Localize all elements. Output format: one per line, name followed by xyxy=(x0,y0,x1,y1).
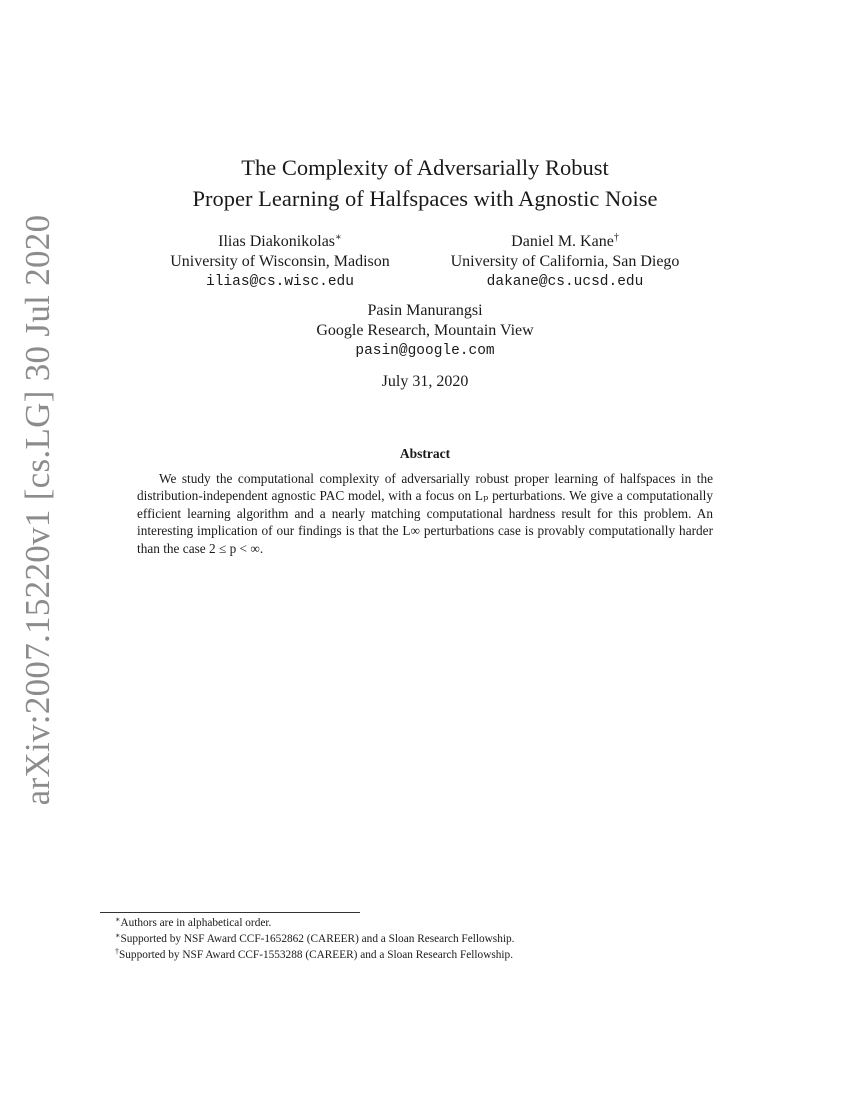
author-name: Pasin Manurangsi xyxy=(367,302,483,319)
author-email: pasin@google.com xyxy=(355,343,495,359)
author-email: dakane@cs.ucsd.edu xyxy=(486,274,644,290)
author-block-kane xyxy=(425,232,705,292)
footnote-divider xyxy=(100,912,360,913)
footnote xyxy=(115,931,514,947)
author-block-manurangsi xyxy=(275,301,575,361)
footnote-text: Supported by NSF Award CCF-1652862 (CAREER) and a Sloan Research Fellowship. xyxy=(120,933,515,945)
author-affiliation: Google Research, Mountain View xyxy=(316,322,534,339)
footnote-mark: ∗ xyxy=(115,931,121,940)
author-email: ilias@cs.wisc.edu xyxy=(206,274,354,290)
author-affiliation: University of California, San Diego xyxy=(450,253,680,270)
author-name: Daniel M. Kane† xyxy=(511,232,619,250)
paper-title xyxy=(0,152,850,214)
title-line-2: Proper Learning of Halfspaces with Agnostic Noise xyxy=(192,186,658,211)
author-block-diakonikolas xyxy=(140,232,420,292)
footnote-text: Supported by NSF Award CCF-1553288 (CAREER) and a Sloan Research Fellowship. xyxy=(119,949,514,961)
author-footnote-mark: ∗ xyxy=(335,232,342,243)
author-affiliation: University of Wisconsin, Madison xyxy=(170,253,390,270)
abstract-text: We study the computational complexity of adversarially robust proper learning of halfspaces in the distribution-independent agnostic PAC model, with a focus on Lₚ perturbations. We give a computationally efficient learning algorithm and a nearly matching computational hardness result for this problem. An interesting implication of our findings is that the L∞ perturbations case is provably computationally harder than the case 2 ≤ p < ∞. xyxy=(137,471,713,556)
footnote-mark: † xyxy=(115,947,119,956)
footnote-text: Authors are in alphabetical order. xyxy=(120,917,272,929)
footnote xyxy=(115,915,514,931)
author-name: Ilias Diakonikolas∗ xyxy=(218,232,342,250)
footnote-mark: ∗ xyxy=(115,915,121,924)
arxiv-identifier-stamp: arXiv:2007.15220v1 [cs.LG] 30 Jul 2020 xyxy=(18,214,57,806)
title-line-1: The Complexity of Adversarially Robust xyxy=(241,155,609,180)
abstract-heading: Abstract xyxy=(399,446,451,461)
author-footnote-mark: † xyxy=(613,232,619,243)
publication-date: July 31, 2020 xyxy=(381,373,469,390)
footnotes xyxy=(115,915,514,963)
footnote xyxy=(115,947,514,963)
